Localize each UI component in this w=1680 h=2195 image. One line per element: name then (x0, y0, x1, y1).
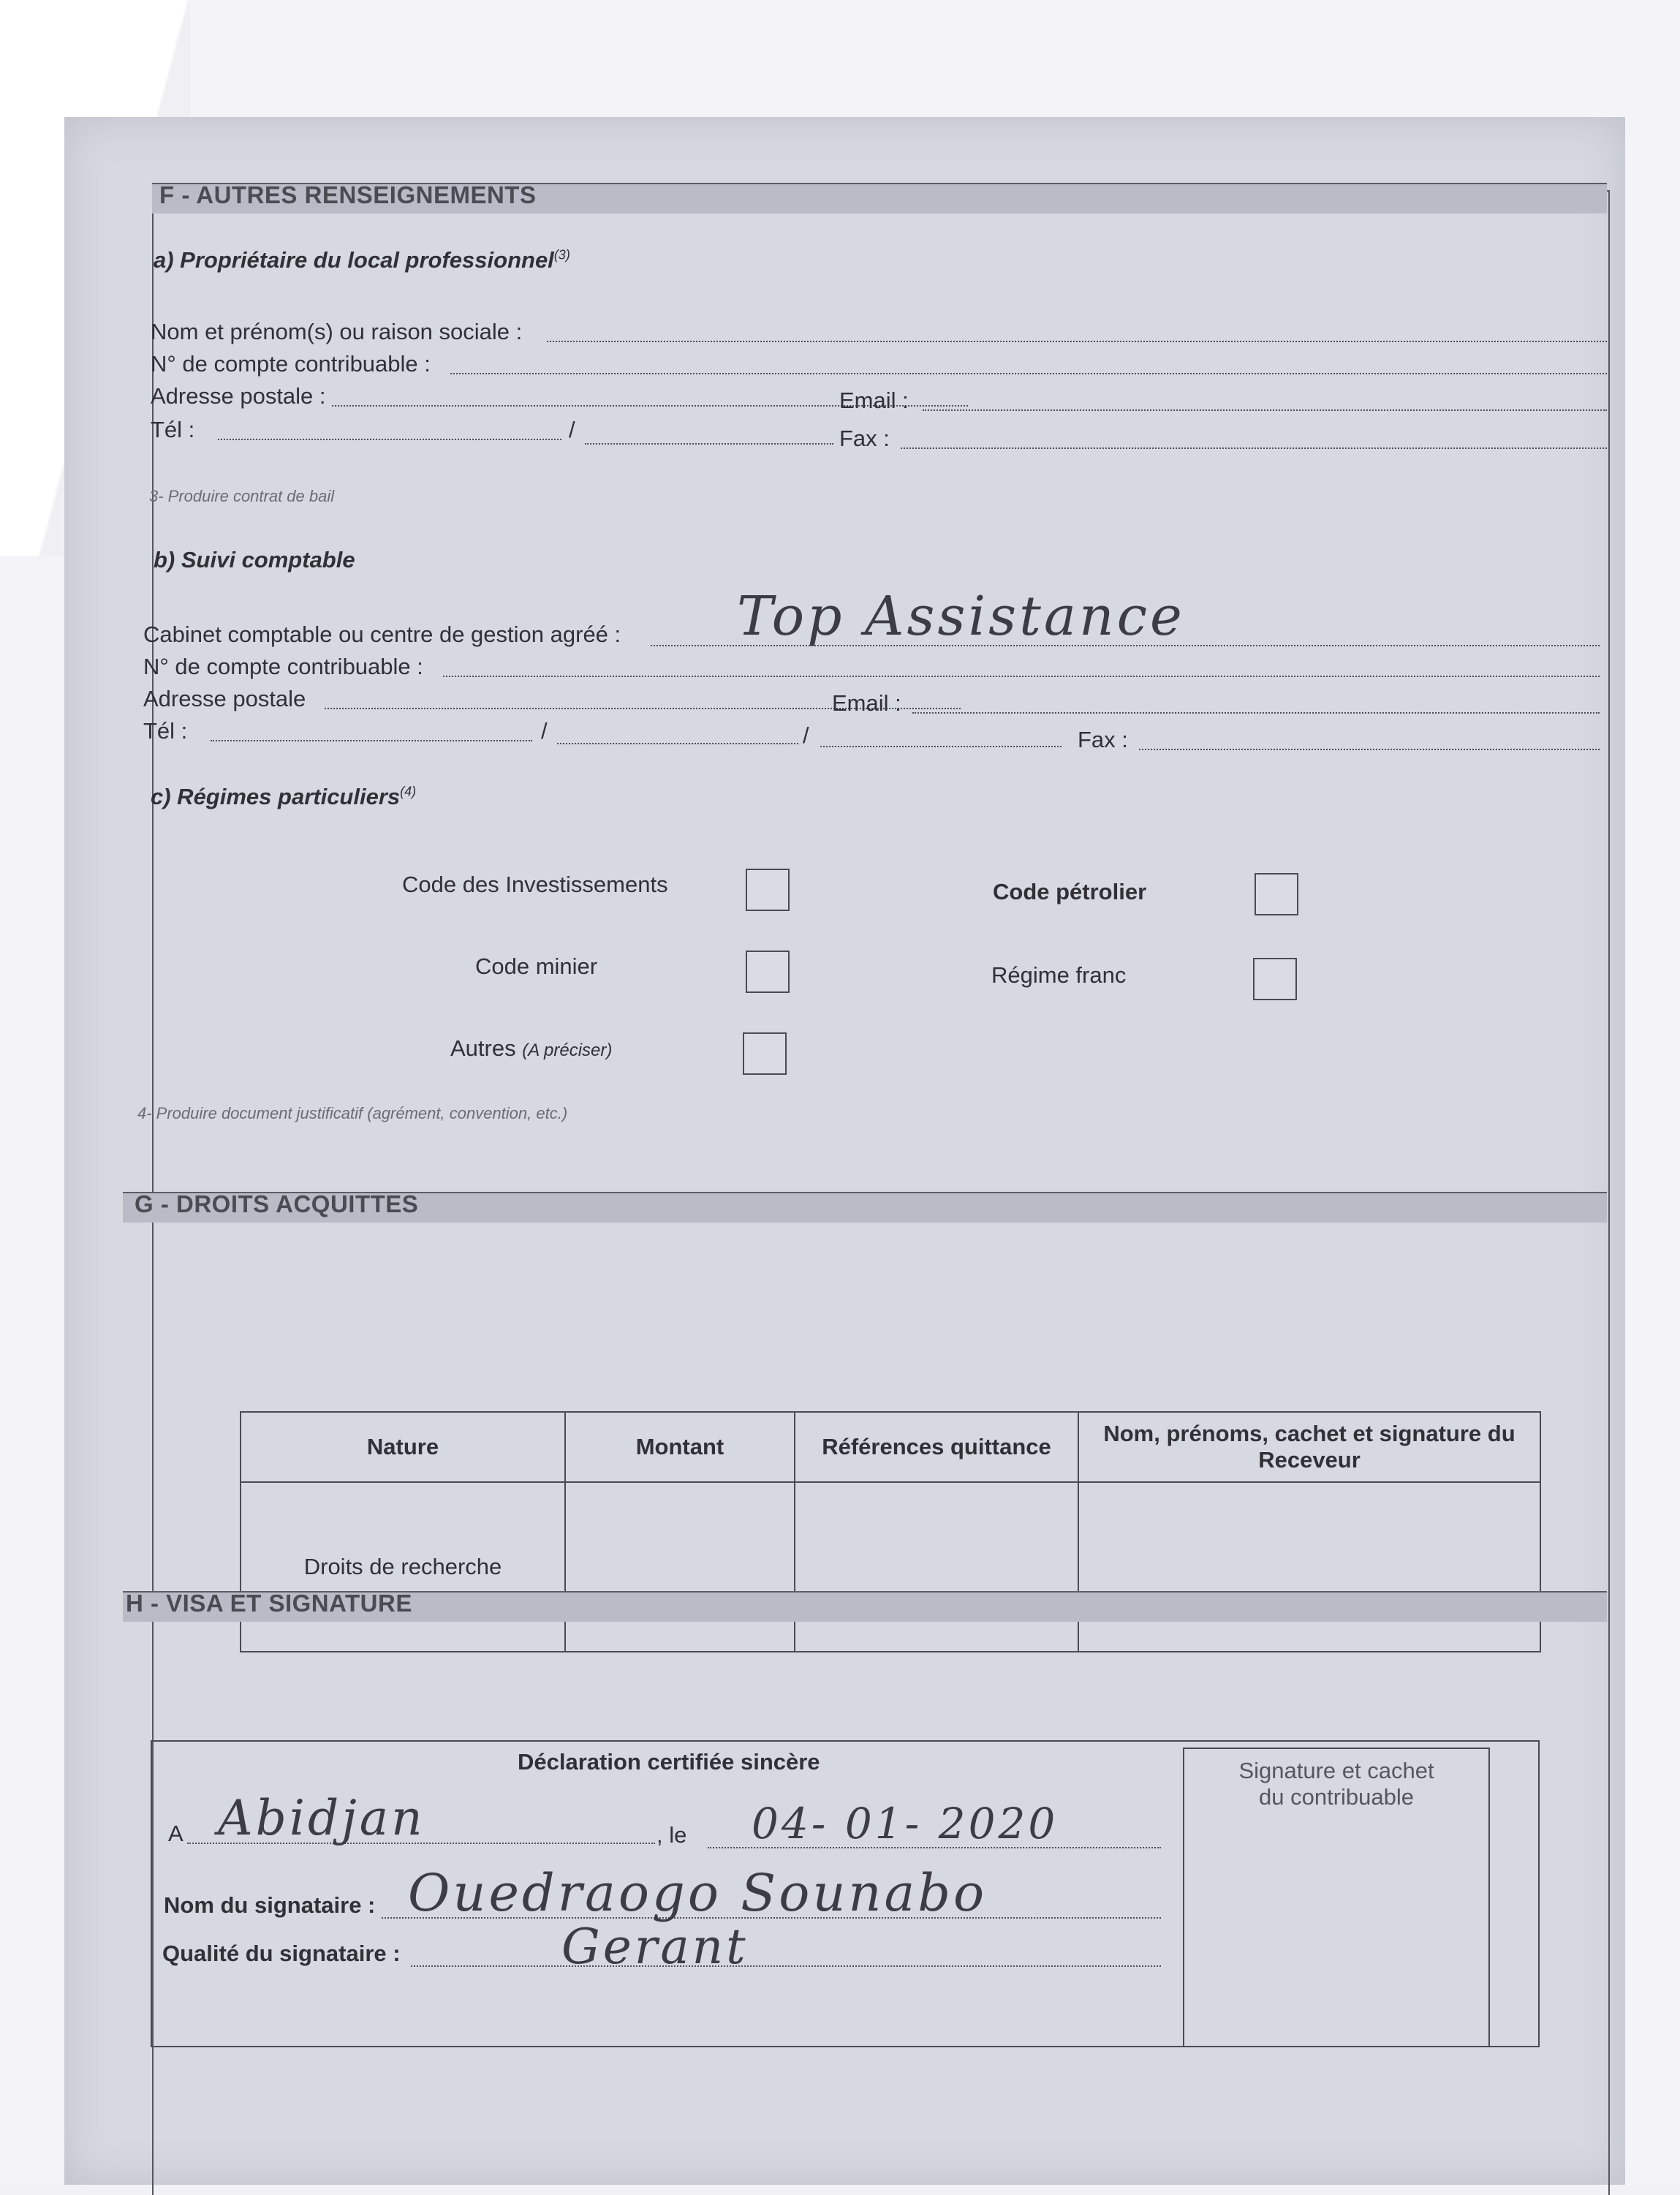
acc-fax-field[interactable] (1139, 749, 1600, 750)
footnote-ref-3: (3) (553, 247, 570, 262)
acc-tel-field-2[interactable] (557, 743, 798, 744)
owner-fax-label: Fax : (839, 426, 890, 451)
owner-address-label: Adresse postale : (151, 383, 326, 409)
owner-name-label: Nom et prénom(s) ou raison sociale : (151, 319, 523, 344)
slash: / (803, 722, 809, 748)
acc-account-field[interactable] (443, 676, 1600, 677)
accounting-subtitle: b) Suivi comptable (154, 547, 355, 573)
autres-checkbox[interactable] (743, 1032, 787, 1075)
owner-fax-field[interactable] (901, 447, 1607, 449)
cell-references[interactable] (795, 1482, 1078, 1652)
code-minier-label: Code minier (475, 953, 598, 979)
code-minier-checkbox[interactable] (746, 951, 790, 993)
date-handwritten-value: 04- 01- 2020 (752, 1799, 1059, 1848)
col-nature: Nature (241, 1412, 565, 1482)
date-label: , le (657, 1822, 687, 1848)
section-f-title: F - AUTRES RENSEIGNEMENTS (159, 181, 537, 208)
signatory-label: Nom du signataire : (164, 1892, 376, 1918)
acc-tel-field-1[interactable] (211, 740, 532, 741)
owner-name-field[interactable] (547, 341, 1607, 342)
cell-montant[interactable] (565, 1482, 795, 1652)
section-g-title: G - DROITS ACQUITTES (135, 1190, 419, 1217)
code-investissements-label: Code des Investissements (402, 872, 668, 897)
owner-account-label: N° de compte contribuable : (151, 351, 431, 377)
place-label: A (168, 1821, 183, 1846)
signature-box-label: Signature et cachet du contribuable (1238, 1758, 1434, 1810)
acc-email-field[interactable] (912, 712, 1600, 714)
slash: / (569, 417, 575, 442)
col-references: Références quittance (795, 1412, 1078, 1482)
code-investissements-checkbox[interactable] (746, 869, 790, 911)
cabinet-label: Cabinet comptable ou centre de gestion agréé : (143, 622, 621, 647)
section-h-title: H - VISA ET SIGNATURE (126, 1590, 412, 1617)
note-4: 4- Produire document justificatif (agrément, convention, etc.) (137, 1104, 568, 1122)
place-handwritten-value: Abidjan (218, 1790, 425, 1846)
autres-label: Autres (A préciser) (450, 1035, 613, 1061)
footnote-ref-4: (4) (400, 784, 417, 799)
acc-address-label: Adresse postale (143, 686, 306, 711)
code-petrolier-label: Code pétrolier (993, 879, 1147, 904)
owner-tel-field-2[interactable] (585, 443, 833, 445)
col-receveur: Nom, prénoms, cachet et signature du Receveur (1078, 1412, 1540, 1482)
owner-subtitle: a) Propriétaire du local professionnel$^{(3)}$ (154, 247, 570, 273)
cabinet-handwritten-value: Top Assistance (737, 585, 1185, 648)
acc-fax-label: Fax : (1078, 727, 1128, 752)
acc-email-label: Email : (832, 690, 901, 716)
acc-account-label: N° de compte contribuable : (143, 654, 423, 679)
owner-account-field[interactable] (450, 373, 1607, 374)
regimes-subtitle: c) Régimes particuliers$^{(4)}$ (151, 784, 417, 809)
code-petrolier-checkbox[interactable] (1255, 873, 1298, 915)
declaration-title: Déclaration certifiée sincère (518, 1749, 820, 1775)
owner-tel-field-1[interactable] (218, 439, 561, 440)
cell-receveur[interactable] (1078, 1482, 1540, 1652)
note-3: 3- Produire contrat de bail (149, 487, 335, 505)
quality-field[interactable] (411, 1965, 1161, 1967)
cell-nature: Droits de recherche (241, 1482, 565, 1652)
table-row (241, 1482, 1540, 1652)
owner-tel-label: Tél : (151, 417, 195, 442)
col-montant: Montant (565, 1412, 795, 1482)
form-page (64, 117, 1625, 2185)
quality-handwritten-value: Gerant (561, 1919, 749, 1975)
acc-tel-label: Tél : (143, 718, 188, 744)
owner-email-field[interactable] (923, 409, 1607, 411)
regime-franc-label: Régime franc (991, 962, 1127, 988)
slash: / (541, 718, 548, 744)
regime-franc-checkbox[interactable] (1253, 958, 1297, 1000)
signatory-handwritten-value: Ouedraogo Sounabo (408, 1863, 988, 1923)
table-header-row (241, 1412, 1540, 1482)
quality-label: Qualité du signataire : (162, 1941, 401, 1966)
acc-tel-field-3[interactable] (820, 746, 1062, 747)
owner-email-label: Email : (839, 388, 909, 413)
